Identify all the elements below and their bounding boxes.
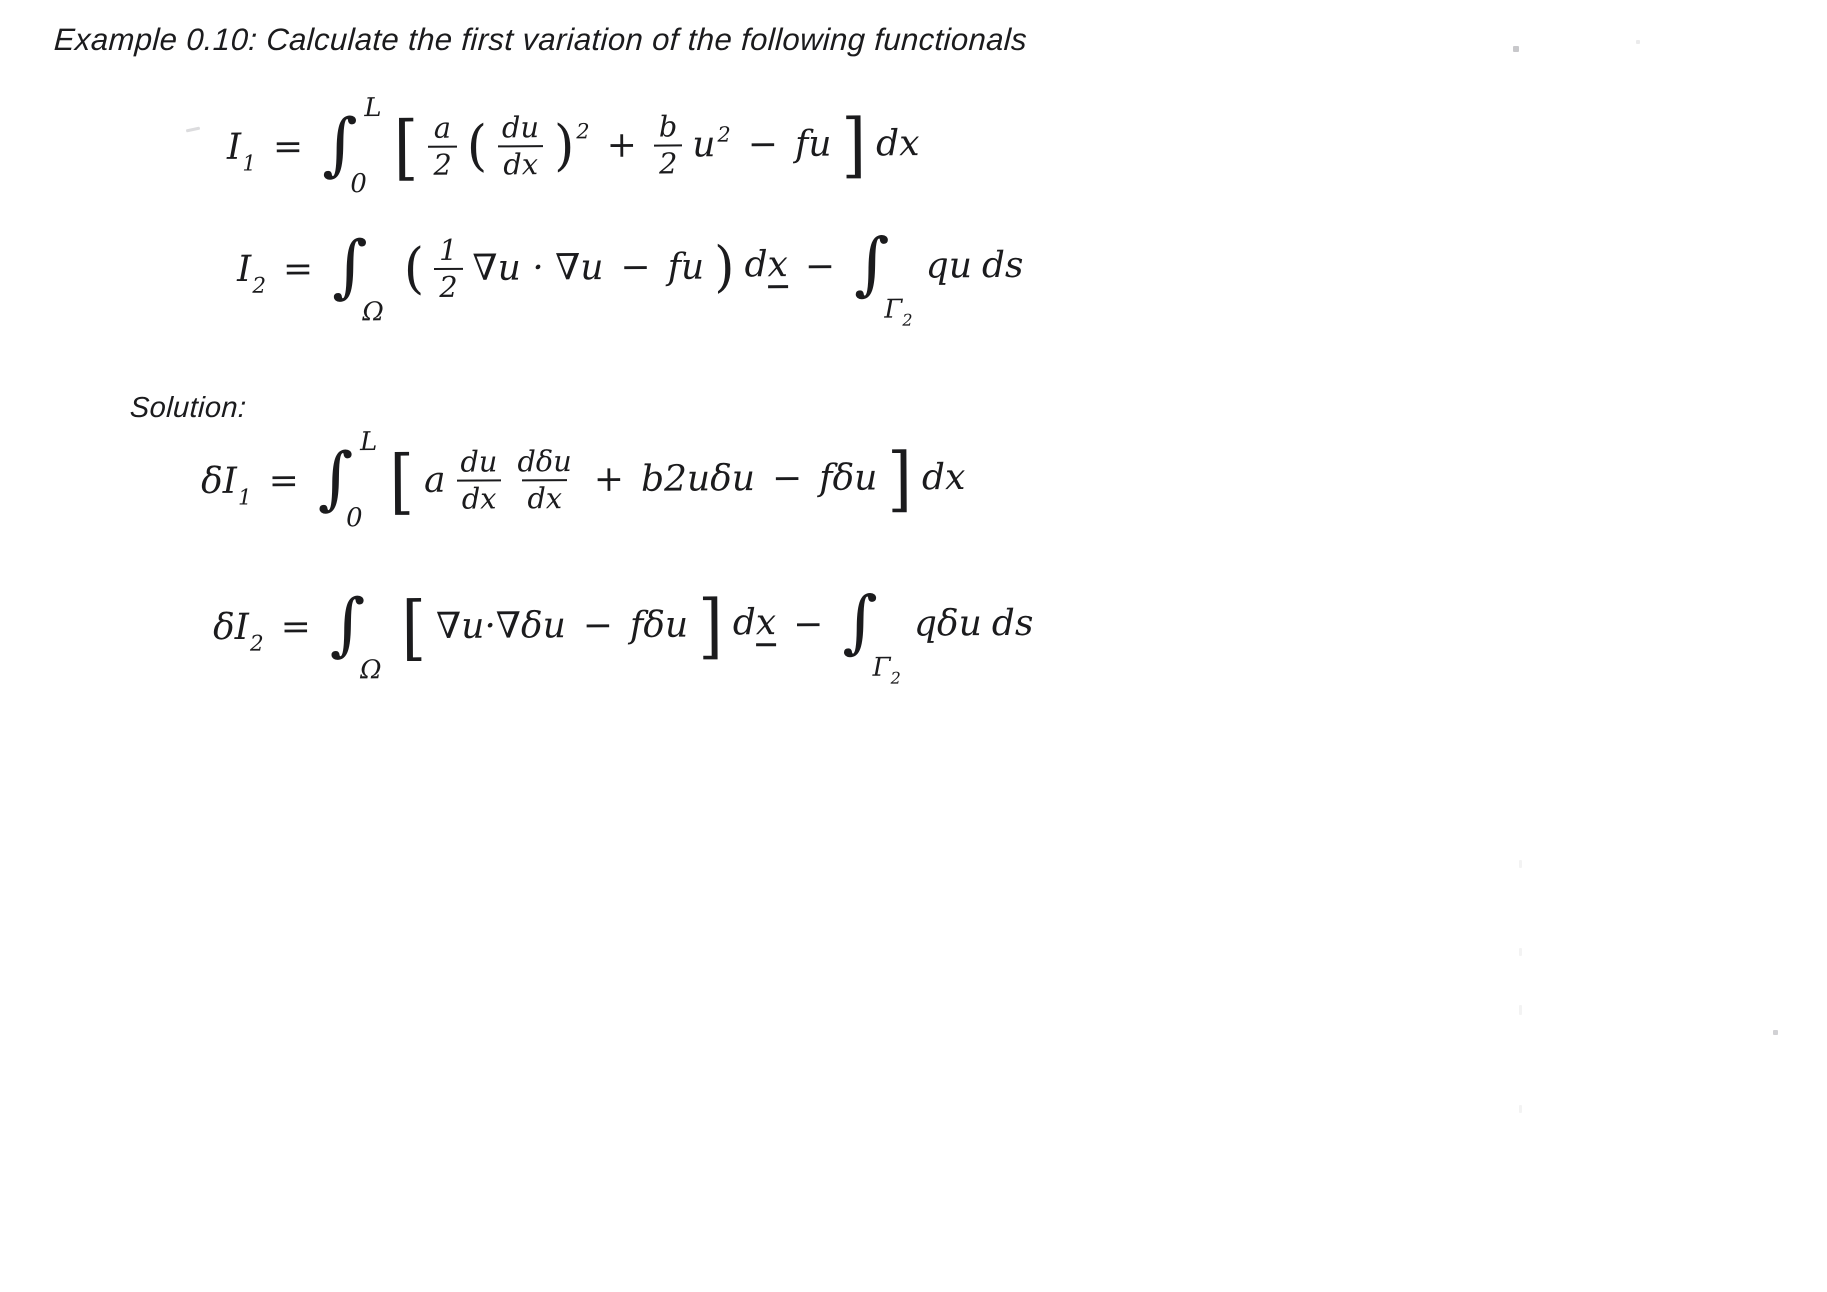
eq3-plus-sign: +: [593, 458, 625, 500]
eq2-frac-numerator: 1: [438, 232, 458, 267]
eq3-frac1-numerator: du: [460, 444, 498, 479]
eq2-integral-domain: Ω: [362, 297, 384, 328]
eq2-lhs-symbol: I: [236, 248, 252, 291]
eq3-integral-upper-limit: L: [359, 427, 378, 458]
eq1-squared-paren: [553, 114, 590, 178]
eq1-integral: [320, 93, 384, 200]
eq1-close-paren: ): [553, 114, 575, 178]
eq2-domain-integral: [330, 227, 394, 328]
eq2-fraction-one-half: [434, 234, 463, 304]
eq4-differential: [732, 601, 777, 646]
eq2-ds-differential: ds: [981, 244, 1024, 287]
eq2-gradient-term: ∇u · ∇u: [472, 247, 604, 289]
eq3-integral-sign: ∫: [317, 439, 354, 519]
eq2-boundary-integral: [852, 224, 916, 330]
eq2-gamma-subscript: 2: [902, 310, 913, 330]
eq4-open-bracket: [: [401, 586, 427, 669]
eq1-frac2-numerator: du: [501, 110, 540, 145]
eq1-equals-sign: =: [272, 126, 304, 168]
eq1-frac3-numerator: b: [658, 109, 678, 144]
eq3-open-bracket: [: [389, 440, 415, 522]
eq2-equals-sign: =: [282, 248, 314, 290]
eq1-open-bracket: [: [393, 105, 419, 188]
eq1-lhs-subscript: 1: [242, 151, 257, 177]
stray-pen-mark: [186, 127, 200, 133]
eq1-open-paren: (: [466, 114, 488, 178]
eq4-minus-sign-1: −: [582, 605, 614, 647]
scan-artifact: [1519, 948, 1522, 956]
eq3-equals-sign: =: [268, 460, 299, 502]
eq4-boundary-label: [872, 652, 901, 688]
eq4-qdu-term: qδu: [913, 603, 982, 645]
eq2-open-paren: (: [403, 237, 425, 301]
eq3-fdu-term: fδu: [819, 457, 878, 499]
eq2-lhs-subscript: 2: [252, 274, 267, 300]
eq1-close-bracket: ]: [841, 103, 867, 186]
eq3-fraction-du-dx: [455, 445, 502, 515]
eq3-lhs: [200, 460, 252, 511]
eq4-gamma-symbol: Γ: [872, 652, 891, 683]
eq4-close-bracket: ]: [697, 584, 723, 667]
eq2-qu-term: qu: [925, 245, 973, 287]
eq4-minus-sign-2: −: [793, 603, 824, 646]
eq4-differential-x-underlined: x: [756, 605, 777, 646]
eq1-frac2-denominator: dx: [498, 145, 543, 181]
eq1-fu-term: fu: [794, 123, 832, 165]
eq4-lhs-subscript: 2: [249, 632, 264, 658]
eq1-u-symbol: u: [692, 124, 716, 166]
eq2-minus-sign-2: −: [804, 245, 836, 288]
scan-artifact: [1519, 1005, 1522, 1015]
eq1-frac1-denominator: 2: [428, 146, 457, 182]
eq3-a-coefficient: a: [423, 459, 446, 501]
eq1-u-squared: [692, 122, 731, 166]
eq4-boundary-integral: [840, 582, 904, 688]
eq4-integral-sign: ∫: [329, 585, 366, 665]
equation-4: [208, 578, 1039, 688]
eq2-boundary-label: [884, 294, 913, 330]
eq4-gradient-term: ∇u·∇δu: [435, 605, 566, 647]
eq1-plus-sign: +: [606, 124, 638, 166]
eq3-frac2-numerator: dδu: [517, 443, 572, 479]
eq1-u-exponent: 2: [717, 122, 731, 147]
eq4-ds-differential: ds: [991, 602, 1034, 645]
eq4-lhs-symbol: δI: [212, 606, 250, 649]
eq1-frac3-denominator: 2: [654, 144, 683, 180]
eq3-differential: dx: [921, 456, 966, 499]
eq1-paren-exponent: 2: [576, 118, 590, 143]
eq3-frac1-denominator: dx: [457, 479, 502, 515]
eq4-lhs: [212, 606, 264, 658]
eq4-fdu-term: fδu: [629, 604, 689, 646]
eq2-close-paren: ): [714, 235, 735, 299]
eq3-minus-sign: −: [771, 457, 803, 500]
eq1-fraction-b-over-2: [654, 110, 683, 180]
eq1-fraction-du-dx: [497, 111, 544, 181]
eq4-domain-integral: [328, 585, 392, 686]
eq2-gamma-symbol: Γ: [884, 294, 903, 325]
page-title: Example 0.10: Calculate the first variation of the following functionals: [53, 22, 1029, 57]
eq2-lhs: [236, 248, 267, 300]
eq2-differential: [744, 243, 788, 288]
equation-2: [232, 220, 1029, 330]
eq1-frac1-numerator: a: [433, 110, 452, 145]
eq1-integral-lower-limit: 0: [350, 168, 367, 200]
scan-artifact: [1636, 40, 1640, 44]
eq3-close-bracket: ]: [887, 437, 913, 520]
eq1-integral-sign: ∫: [321, 105, 358, 185]
eq1-lhs-symbol: I: [226, 126, 242, 168]
scan-artifact: [1519, 860, 1522, 868]
eq2-minus-sign-1: −: [620, 246, 651, 289]
eq2-differential-x-underlined: x: [767, 247, 788, 288]
eq1-differential: dx: [876, 123, 920, 165]
eq4-integral2-sign: ∫: [842, 582, 879, 663]
eq3-frac2-denominator: dx: [522, 479, 567, 515]
eq4-differential-d: d: [732, 601, 756, 643]
eq2-integral-sign: ∫: [331, 227, 368, 307]
eq3-lhs-subscript: 1: [237, 485, 252, 511]
solution-label: Solution:: [129, 392, 248, 424]
eq1-lhs: [226, 126, 257, 177]
eq3-integral-lower-limit: 0: [345, 503, 363, 534]
scan-artifact: [1513, 46, 1519, 52]
eq2-frac-denominator: 2: [434, 268, 463, 304]
scan-artifact: [1519, 1105, 1522, 1113]
eq1-integral-upper-limit: L: [364, 93, 382, 124]
scan-artifact: [1773, 1030, 1778, 1035]
eq4-equals-sign: =: [280, 606, 311, 648]
eq3-fraction-ddu-dx: [512, 445, 577, 516]
equation-1: [222, 93, 925, 200]
eq4-integral-domain: Ω: [359, 655, 382, 686]
equation-3: [196, 427, 971, 534]
eq2-differential-d: d: [744, 243, 768, 285]
eq3-b2udu-term: b2uδu: [640, 458, 756, 500]
eq3-integral: [316, 427, 380, 534]
eq2-integral2-sign: ∫: [853, 224, 890, 305]
eq1-minus-sign: −: [747, 123, 779, 166]
eq1-fraction-a-over-2: [428, 112, 457, 182]
eq3-lhs-symbol: δI: [200, 460, 238, 503]
eq4-gamma-subscript: 2: [890, 668, 901, 688]
eq2-fu-term: fu: [667, 246, 705, 288]
